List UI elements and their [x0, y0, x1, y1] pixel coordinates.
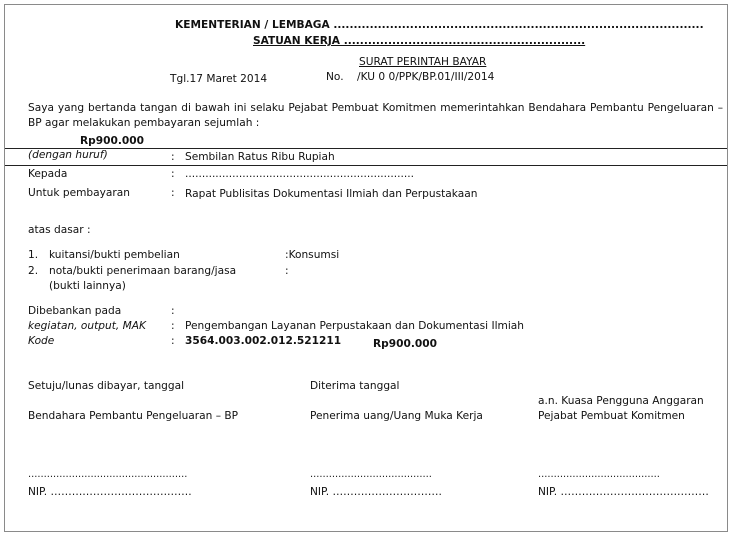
amount-in-words-label: (dengan huruf) — [28, 149, 108, 161]
document-number: /KU 0 0/PPK/BP.01/III/2014 — [357, 71, 495, 83]
payment-amount: Rp900.000 — [80, 135, 144, 147]
budget-authority-label: a.n. Kuasa Pengguna Anggaran — [538, 395, 704, 407]
receipt-label: kuitansi/bukti pembelian — [49, 249, 180, 261]
other-proof-label: (bukti lainnya) — [49, 280, 126, 292]
colon: : — [171, 305, 175, 317]
budget-code: 3564.003.002.012.521211 — [185, 335, 342, 347]
treasurer-approval-label: Setuju/lunas dibayar, tanggal — [28, 380, 185, 392]
charged-to-label: Dibebankan pada — [28, 305, 122, 317]
basis-label: atas dasar : — [28, 224, 91, 236]
colon: : — [171, 168, 175, 180]
receipt-value: :Konsumsi — [285, 249, 340, 261]
basis-item-number: 2. — [28, 265, 39, 277]
document-title: SURAT PERINTAH BAYAR — [359, 56, 487, 68]
officer-nip: NIP. …………………………………… — [538, 486, 709, 498]
colon: : — [171, 320, 175, 332]
work-unit-line — [253, 35, 585, 48]
purpose-value: Rapat Publisitas Dokumentasi Ilmiah dan Perpustakaan — [185, 188, 478, 200]
colon: : — [171, 151, 175, 163]
words-divider — [5, 165, 727, 166]
commitment-officer-role: Pejabat Pembuat Komitmen — [538, 410, 685, 422]
recipient-role: Penerima uang/Uang Muka Kerja — [310, 410, 483, 422]
intro-paragraph: Saya yang bertanda tangan di bawah ini selaku Pejabat Pembuat Komitmen memerintahkan Bendahara Pembantu Pengeluaran – BP agar melakukan pembayaran sejumlah : — [28, 102, 723, 129]
amount-divider — [5, 148, 727, 149]
purpose-label: Untuk pembayaran — [28, 187, 130, 199]
document-number-label: No. — [326, 71, 344, 83]
recipient-value: .................................................................... — [185, 168, 414, 180]
recipient-signature-line: ………………………………… — [310, 469, 432, 480]
recipient-label: Kepada — [28, 168, 68, 180]
ministry-line: KEMENTERIAN / LEMBAGA ............................................................................................ — [175, 19, 704, 31]
code-label: Kode — [28, 335, 55, 347]
received-date-label: Diterima tanggal — [310, 380, 400, 392]
activity-label: kegiatan, output, MAK — [28, 320, 146, 332]
activity-value: Pengembangan Layanan Perpustakaan dan Dokumentasi Ilmiah — [185, 320, 524, 332]
basis-item-number: 1. — [28, 249, 39, 261]
work-unit-label: SATUAN KERJA ............................................................ — [253, 35, 586, 47]
colon: : — [171, 335, 175, 347]
document-date: Tgl.17 Maret 2014 — [170, 73, 268, 85]
code-amount: Rp900.000 — [373, 338, 437, 350]
amount-in-words: Sembilan Ratus Ribu Rupiah — [185, 151, 335, 163]
treasurer-signature-line: …………………………………………… — [28, 469, 188, 480]
delivery-note-label: nota/bukti penerimaan barang/jasa — [49, 265, 237, 277]
officer-signature-line: ………………………………… — [538, 469, 660, 480]
treasurer-nip: NIP. …………………………………. — [28, 486, 192, 498]
recipient-nip: NIP. …………………………. — [310, 486, 442, 498]
colon: : — [285, 265, 289, 277]
colon: : — [171, 187, 175, 199]
treasurer-role: Bendahara Pembantu Pengeluaran – BP — [28, 410, 239, 422]
